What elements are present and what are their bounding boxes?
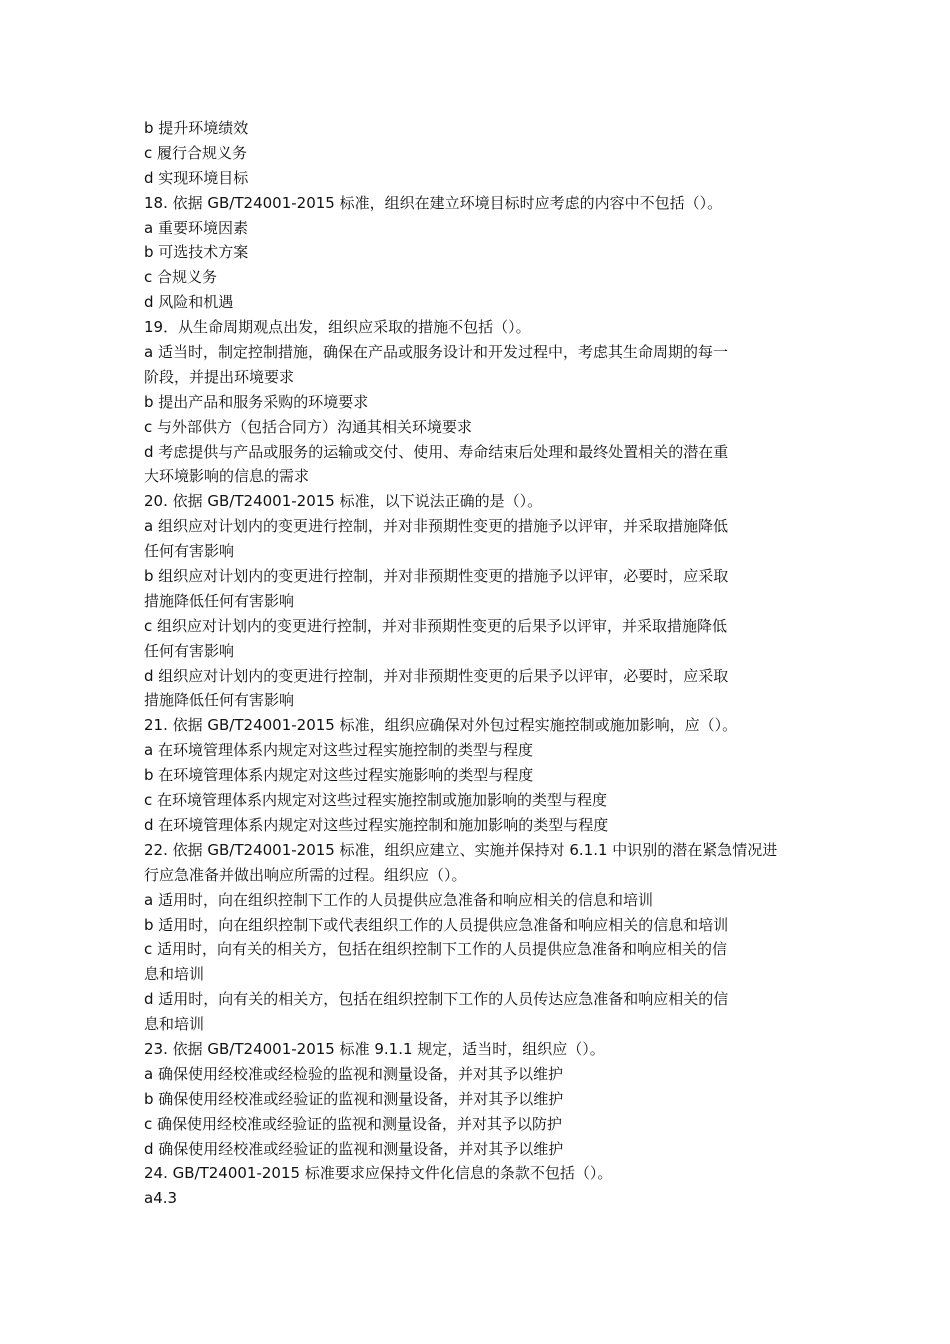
answer-option-line: b 适用时，向在组织控制下或代表组织工作的人员提供应急准备和响应相关的信息和培训: [144, 915, 729, 934]
answer-option-line: a 确保使用经校准或经检验的监视和测量设备，并对其予以维护: [144, 1064, 563, 1083]
answer-option-continuation: 大环境影响的信息的需求: [144, 467, 310, 486]
answer-option-line: c 在环境管理体系内规定对这些过程实施控制或施加影响的类型与程度: [144, 791, 608, 810]
answer-option-line: d 风险和机遇: [144, 293, 234, 312]
answer-option-line: b 组织应对计划内的变更进行控制，并对非预期性变更的措施予以评审，必要时，应采取: [144, 567, 729, 586]
question-21: 21. 依据 GB/T24001-2015 标准，组织应确保对外包过程实施控制或施加影响，应（）。: [144, 716, 738, 735]
answer-option-line: b 可选技术方案: [144, 243, 249, 262]
answer-option-line: c 确保使用经校准或经验证的监视和测量设备，并对其予以防护: [144, 1114, 563, 1133]
answer-option-line: b 在环境管理体系内规定对这些过程实施影响的类型与程度: [144, 766, 534, 785]
question-23: 23. 依据 GB/T24001-2015 标准 9.1.1 规定，适当时，组织应（）。: [144, 1039, 605, 1058]
answer-option-line: c 与外部供方（包括合同方）沟通其相关环境要求: [144, 417, 473, 436]
answer-option-line: a 适用时，向在组织控制下工作的人员提供应急准备和响应相关的信息和培训: [144, 890, 653, 909]
question-18: 18. 依据 GB/T24001-2015 标准，组织在建立环境目标时应考虑的内容中不包括（）。: [144, 193, 723, 212]
answer-option-line: c 合规义务: [144, 268, 218, 287]
question-continuation: 行应急准备并做出响应所需的过程。组织应（）。: [144, 865, 467, 884]
question-19: 19．从生命周期观点出发，组织应采取的措施不包括（）。: [144, 318, 531, 337]
answer-option-line: d 适用时，向有关的相关方，包括在组织控制下工作的人员传达应急准备和响应相关的信: [144, 990, 729, 1009]
answer-option-continuation: 任何有害影响: [144, 542, 235, 561]
answer-option-line: c 适用时，向有关的相关方，包括在组织控制下工作的人员提供应急准备和响应相关的信: [144, 940, 728, 959]
answer-option-line: a 在环境管理体系内规定对这些过程实施控制的类型与程度: [144, 741, 533, 760]
answer-option-line: a 适当时，制定控制措施，确保在产品或服务设计和开发过程中，考虑其生命周期的每一: [144, 343, 728, 362]
answer-option-line: c 履行合规义务: [144, 143, 248, 162]
question-22: 22. 依据 GB/T24001-2015 标准，组织应建立、实施并保持对 6.1.1 中识别的潜在紧急情况进: [144, 840, 778, 859]
answer-option-continuation: 任何有害影响: [144, 641, 235, 660]
answer-option-line: d 在环境管理体系内规定对这些过程实施控制和施加影响的类型与程度: [144, 815, 609, 834]
document-page: [144, 116, 812, 1211]
answer-option-continuation: 措施降低任何有害影响: [144, 691, 295, 710]
answer-option-continuation: 息和培训: [144, 1015, 205, 1034]
answer-option-line: a4.3: [144, 1189, 178, 1208]
answer-option-line: d 实现环境目标: [144, 168, 249, 187]
answer-option-line: a 重要环境因素: [144, 218, 248, 237]
answer-option-line: b 确保使用经校准或经验证的监视和测量设备，并对其予以维护: [144, 1089, 564, 1108]
answer-option-line: d 确保使用经校准或经验证的监视和测量设备，并对其予以维护: [144, 1139, 564, 1158]
answer-option-line: a 组织应对计划内的变更进行控制，并对非预期性变更的措施予以评审，并采取措施降低: [144, 517, 728, 536]
answer-option-continuation: 息和培训: [144, 965, 205, 984]
answer-option-continuation: 措施降低任何有害影响: [144, 591, 295, 610]
answer-option-line: b 提出产品和服务采购的环境要求: [144, 392, 369, 411]
answer-option-continuation: 阶段，并提出环境要求: [144, 367, 295, 386]
question-20: 20. 依据 GB/T24001-2015 标准，以下说法正确的是（）。: [144, 492, 543, 511]
answer-option-line: d 考虑提供与产品或服务的运输或交付、使用、寿命结束后处理和最终处置相关的潜在重: [144, 442, 729, 461]
question-24: 24. GB/T24001-2015 标准要求应保持文件化信息的条款不包括（）。: [144, 1164, 613, 1183]
answer-option-line: c 组织应对计划内的变更进行控制，并对非预期性变更的后果予以评审，并采取措施降低: [144, 616, 728, 635]
answer-option-line: d 组织应对计划内的变更进行控制，并对非预期性变更的后果予以评审，必要时，应采取: [144, 666, 729, 685]
answer-option-line: b 提升环境绩效: [144, 119, 249, 137]
